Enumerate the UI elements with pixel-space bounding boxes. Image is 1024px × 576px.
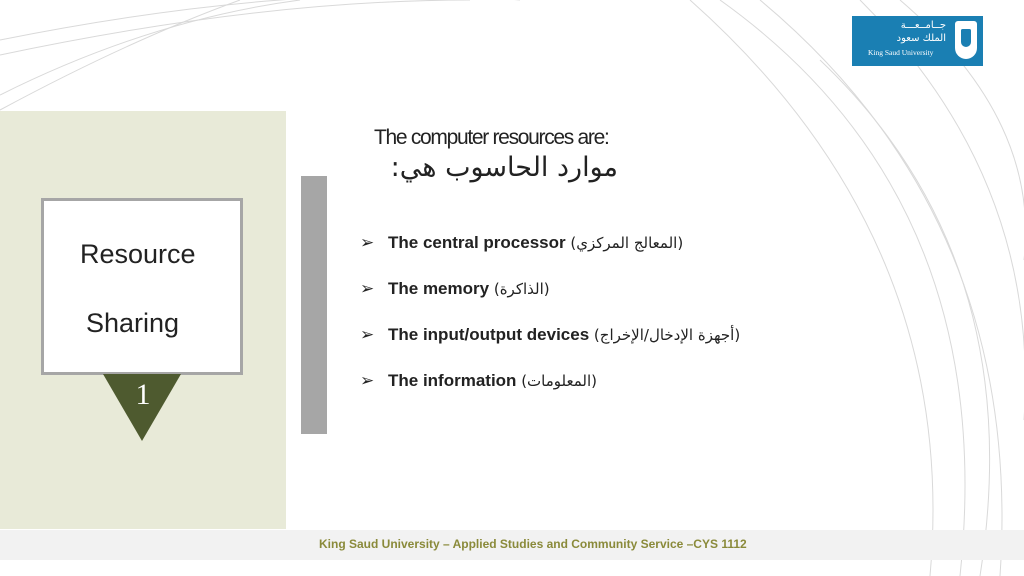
bullet-english-text: The central processor [388,233,566,252]
university-logo [852,16,983,66]
content-heading: The computer resources are: [374,126,609,149]
university-emblem-icon [955,21,977,59]
section-title-line1: Resource [80,239,196,269]
bullet-english-text: The information [388,371,517,390]
section-title-line2: Sharing [86,308,180,338]
section-title-card [41,198,243,375]
logo-english-text: King Saud University [868,48,934,57]
list-item [360,371,597,395]
bullet-arabic-text: (المعالج المركزي) [570,234,684,252]
list-item [360,325,740,349]
list-item [360,279,550,303]
list-item [360,233,683,257]
logo-arabic-line1: جــامــعـــة [900,20,946,31]
logo-arabic-line2: الملك سعود [896,33,946,44]
bullet-arabic-text: (المعلومات) [521,372,597,390]
bullet-arabic-text: (الذاكرة) [493,280,550,298]
arrowhead-bullet-icon: ➢ [360,325,375,344]
bullet-arabic-text: (أجهزة الإدخال/الإخراج) [593,326,741,344]
bullet-english-text: The memory [388,279,490,298]
content-subheading-arabic: موارد الحاسوب هي: [390,152,618,183]
logo-arabic-text [868,19,946,45]
arrowhead-bullet-icon: ➢ [360,371,375,390]
arrowhead-bullet-icon: ➢ [360,279,375,298]
vertical-divider-bar [301,176,327,434]
section-number: 1 [135,378,151,411]
arrowhead-bullet-icon: ➢ [360,233,375,252]
bullet-english-text: The input/output devices [388,325,590,344]
footer-text: King Saud University – Applied Studies and Community Service –CYS 1112 [319,537,747,551]
